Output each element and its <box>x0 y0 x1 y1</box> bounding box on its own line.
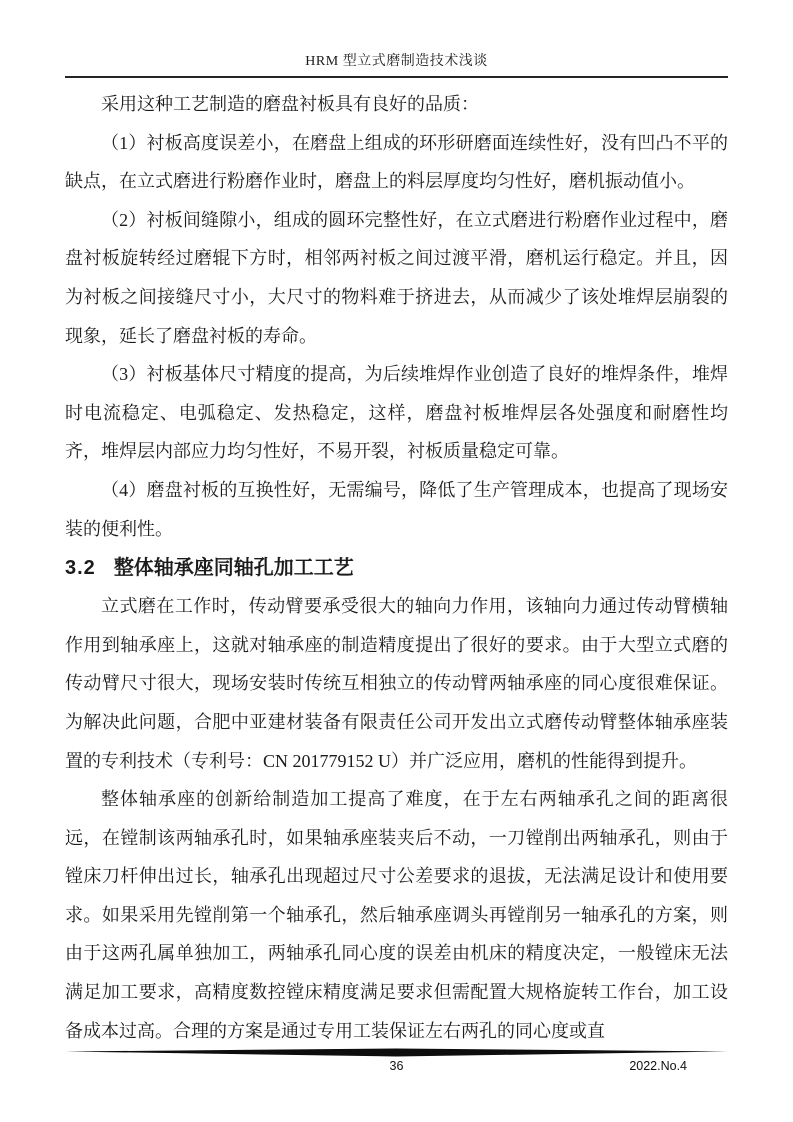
running-header <box>65 0 728 78</box>
issue-label: 2022.No.4 <box>629 1059 687 1073</box>
intro-paragraph: 采用这种工艺制造的磨盘衬板具有良好的品质： <box>101 94 479 114</box>
quality-item-4: （4）磨盘衬板的互换性好，无需编号，降低了生产管理成本，也提高了现场安装的便利性。 <box>65 479 728 539</box>
footer-rule-bar <box>65 1048 728 1057</box>
page-content <box>65 0 728 1050</box>
page-footer <box>65 1048 728 1077</box>
body-paragraph-1: 立式磨在工作时，传动臂要承受很大的轴向力作用，该轴向力通过传动臂横轴作用到轴承座上，这就对轴承座的制造精度提出了很好的要求。由于大型立式磨的传动臂尺寸很大，现场安装时传统互相独立的传动臂两轴承座的同心度很难保证。为解决此问题，合肥中亚建材装备有限责任公司开发出立式磨传动臂整体轴承座装置的专利技术（专利号：CN 201779152 U）并广泛应用，磨机的性能得到提升。 <box>65 596 728 771</box>
section-title: 整体轴承座同轴孔加工工艺 <box>113 557 354 580</box>
quality-item-3: （3）衬板基体尺寸精度的提高，为后续堆焊作业创造了良好的堆焊条件，堆焊时电流稳定、电弧稳定、发热稳定，这样，磨盘衬板堆焊层各处强度和耐磨性均齐，堆焊层内部应力均匀性好，不易开裂，衬板质量稳定可靠。 <box>65 364 728 462</box>
footer-text-row <box>65 1057 728 1077</box>
page-number: 36 <box>389 1059 404 1073</box>
quality-item-2: （2）衬板间缝隙小，组成的圆环完整性好，在立式磨进行粉磨作业过程中，磨盘衬板旋转经过磨辊下方时，相邻两衬板之间过渡平滑，磨机运行稳定。并且，因为衬板之间接缝尺寸小，大尺寸的物料难于挤进去，从而减少了该处堆焊层崩裂的现象，延长了磨盘衬板的寿命。 <box>65 209 728 346</box>
quality-item-1: （1）衬板高度误差小，在磨盘上组成的环形研磨面连续性好，没有凹凸不平的缺点，在立式磨进行粉磨作业时，磨盘上的料层厚度均匀性好，磨机振动值小。 <box>65 132 728 192</box>
body-paragraph-2: 整体轴承座的创新给制造加工提高了难度，在于左右两轴承孔之间的距离很远，在镗制该两轴承孔时，如果轴承座装夹后不动，一刀镗削出两轴承孔，则由于镗床刀杆伸出过长，轴承孔出现超过尺寸公差要求的退拔，无法满足设计和使用要求。如果采用先镗削第一个轴承孔，然后轴承座调头再镗削另一轴承孔的方案，则由于这两孔属单独加工，两轴承孔同心度的误差由机床的精度决定，一般镗床无法满足加工要求，高精度数控镗床精度满足要求但需配置大规格旋转工作台，加工设备成本过高。合理的方案是通过专用工装保证左右两孔的同心度或直 <box>65 789 728 1041</box>
section-number: 3.2 <box>65 557 96 580</box>
section-heading <box>65 553 728 583</box>
running-header-title: HRM 型立式磨制造技术浅谈 <box>305 54 488 69</box>
article-body <box>65 85 728 1050</box>
